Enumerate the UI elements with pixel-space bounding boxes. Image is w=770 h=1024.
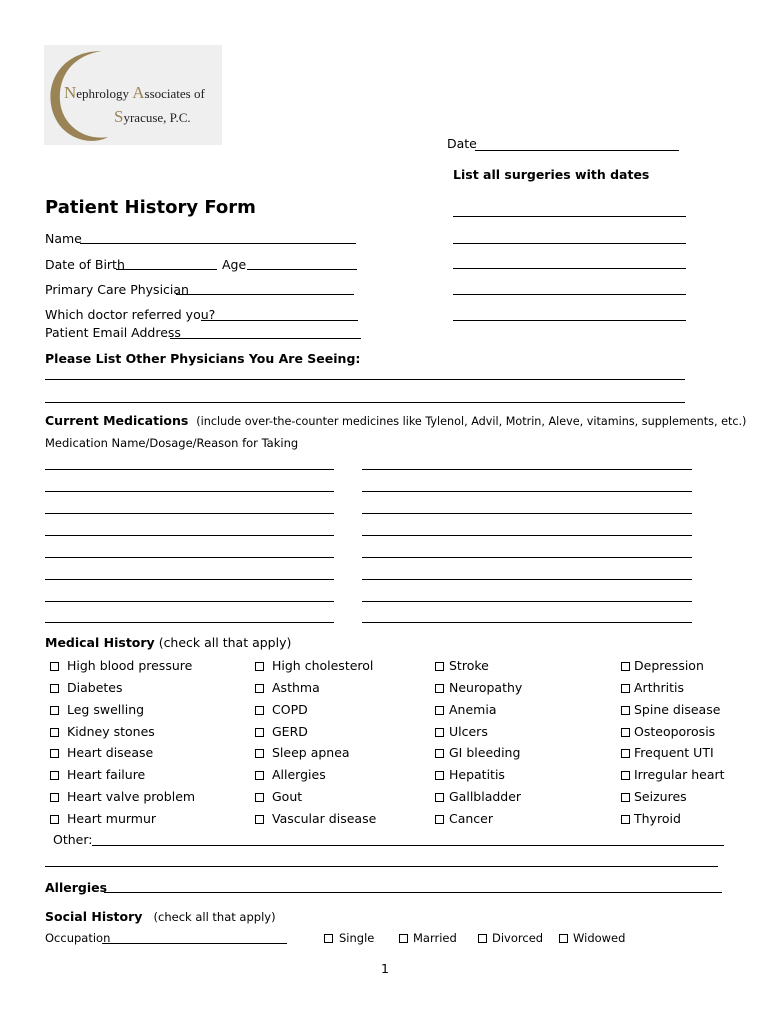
social-history-note: (check all that apply) [153, 910, 276, 924]
allergies-field[interactable] [104, 892, 722, 893]
condition-frequent-uti[interactable]: Frequent UTI [621, 745, 714, 760]
checkbox-icon[interactable] [435, 684, 444, 693]
medication-line[interactable] [362, 513, 692, 514]
medication-line[interactable] [362, 579, 692, 580]
checkbox-icon[interactable] [50, 728, 59, 737]
condition-thyroid[interactable]: Thyroid [621, 811, 681, 826]
occupation-label: Occupation [45, 931, 111, 945]
condition-depression[interactable]: Depression [621, 658, 704, 673]
other-label: Other: [53, 832, 93, 847]
checkbox-icon[interactable] [621, 706, 630, 715]
checkbox-icon[interactable] [255, 793, 264, 802]
condition-heart-disease[interactable]: Heart disease [50, 745, 153, 760]
surgery-line[interactable] [453, 320, 686, 321]
checkbox-icon[interactable] [621, 793, 630, 802]
checkbox-icon[interactable] [50, 684, 59, 693]
form-title: Patient History Form [45, 197, 256, 218]
checkbox-icon[interactable] [435, 706, 444, 715]
checkbox-icon[interactable] [435, 728, 444, 737]
physician-line[interactable] [45, 379, 685, 380]
checkbox-icon[interactable] [435, 793, 444, 802]
checkbox-icon[interactable] [621, 749, 630, 758]
medications-heading: Current Medications [45, 413, 189, 428]
condition-ulcers[interactable]: Ulcers [435, 724, 488, 739]
condition-gi-bleeding[interactable]: GI bleeding [435, 745, 520, 760]
physician-line[interactable] [45, 402, 685, 403]
checkbox-icon[interactable] [255, 728, 264, 737]
condition-heart-valve-problem[interactable]: Heart valve problem [50, 789, 195, 804]
checkbox-icon[interactable] [621, 728, 630, 737]
condition-gallbladder[interactable]: Gallbladder [435, 789, 521, 804]
surgery-line[interactable] [453, 216, 686, 217]
medications-heading-row [45, 413, 746, 428]
medications-subheading: Medication Name/Dosage/Reason for Taking [45, 436, 299, 450]
checkbox-icon[interactable] [50, 706, 59, 715]
condition-leg-swelling[interactable]: Leg swelling [50, 702, 144, 717]
surgery-line[interactable] [453, 294, 686, 295]
allergies-label: Allergies [45, 880, 108, 895]
checkbox-icon[interactable] [255, 662, 264, 671]
physicians-heading: Please List Other Physicians You Are Seeing: [45, 351, 361, 366]
name-label: Name [45, 231, 82, 246]
checkbox-icon[interactable] [621, 815, 630, 824]
condition-cancer[interactable]: Cancer [435, 811, 493, 826]
checkbox-icon[interactable] [478, 934, 487, 943]
medication-line[interactable] [45, 491, 334, 492]
email-field[interactable] [170, 338, 361, 339]
condition-spine-disease[interactable]: Spine disease [621, 702, 720, 717]
checkbox-icon[interactable] [621, 662, 630, 671]
checkbox-icon[interactable] [50, 771, 59, 780]
checkbox-icon[interactable] [255, 771, 264, 780]
checkbox-icon[interactable] [255, 706, 264, 715]
checkbox-icon[interactable] [255, 749, 264, 758]
other-field-continued[interactable] [45, 866, 718, 867]
condition-stroke[interactable]: Stroke [435, 658, 489, 673]
medication-line[interactable] [45, 622, 334, 623]
condition-heart-failure[interactable]: Heart failure [50, 767, 145, 782]
name-field[interactable] [80, 243, 356, 244]
medication-line[interactable] [45, 535, 334, 536]
checkbox-icon[interactable] [50, 815, 59, 824]
condition-vascular-disease[interactable]: Vascular disease [255, 811, 376, 826]
condition-sleep-apnea[interactable]: Sleep apnea [255, 745, 350, 760]
medication-line[interactable] [45, 579, 334, 580]
date-label: Date [447, 136, 477, 151]
medication-line[interactable] [362, 557, 692, 558]
checkbox-icon[interactable] [621, 771, 630, 780]
marital-widowed[interactable]: Widowed [559, 931, 625, 945]
medication-line[interactable] [362, 601, 692, 602]
practice-logo [44, 45, 222, 145]
other-field[interactable] [92, 845, 724, 846]
medication-line[interactable] [362, 491, 692, 492]
checkbox-icon[interactable] [255, 684, 264, 693]
age-field[interactable] [247, 269, 357, 270]
medication-line[interactable] [362, 535, 692, 536]
checkbox-icon[interactable] [50, 749, 59, 758]
logo-line-2: Syracuse, P.C. [114, 107, 191, 126]
checkbox-icon[interactable] [50, 793, 59, 802]
marital-divorced[interactable]: Divorced [478, 931, 543, 945]
condition-high-cholesterol[interactable]: High cholesterol [255, 658, 373, 673]
medication-line[interactable] [45, 601, 334, 602]
checkbox-icon[interactable] [50, 662, 59, 671]
checkbox-icon[interactable] [324, 934, 333, 943]
condition-osteoporosis[interactable]: Osteoporosis [621, 724, 715, 739]
condition-kidney-stones[interactable]: Kidney stones [50, 724, 155, 739]
condition-irregular-heart[interactable]: Irregular heart [621, 767, 725, 782]
checkbox-icon[interactable] [435, 815, 444, 824]
checkbox-icon[interactable] [435, 749, 444, 758]
pcp-label: Primary Care Physician [45, 282, 189, 297]
checkbox-icon[interactable] [399, 934, 408, 943]
checkbox-icon[interactable] [255, 815, 264, 824]
condition-seizures[interactable]: Seizures [621, 789, 687, 804]
checkbox-icon[interactable] [559, 934, 568, 943]
referral-label: Which doctor referred you? [45, 307, 216, 322]
checkbox-icon[interactable] [435, 662, 444, 671]
condition-hepatitis[interactable]: Hepatitis [435, 767, 505, 782]
social-history-heading-row [45, 906, 276, 925]
medical-history-note: (check all that apply) [158, 635, 292, 650]
logo-line-1: Nephrology Associates of [64, 83, 205, 102]
condition-copd[interactable]: COPD [255, 702, 308, 717]
medication-line[interactable] [362, 622, 692, 623]
condition-arthritis[interactable]: Arthritis [621, 680, 684, 695]
checkbox-icon[interactable] [435, 771, 444, 780]
condition-heart-murmur[interactable]: Heart murmur [50, 811, 156, 826]
condition-anemia[interactable]: Anemia [435, 702, 496, 717]
pcp-field[interactable] [176, 294, 354, 295]
dob-field[interactable] [116, 269, 217, 270]
checkbox-icon[interactable] [621, 684, 630, 693]
page-number: 1 [381, 961, 389, 976]
medical-history-heading: Medical History [45, 635, 155, 650]
condition-asthma[interactable]: Asthma [255, 680, 320, 695]
medication-line[interactable] [45, 557, 334, 558]
medication-line[interactable] [45, 513, 334, 514]
medications-note: (include over-the-counter medicines like Tylenol, Advil, Motrin, Aleve, vitamins, supplements, etc.) [196, 415, 747, 428]
medication-line[interactable] [45, 469, 334, 470]
condition-gerd[interactable]: GERD [255, 724, 308, 739]
surgeries-heading: List all surgeries with dates [453, 167, 650, 182]
surgery-line[interactable] [453, 268, 686, 269]
occupation-field[interactable] [102, 943, 287, 944]
email-label: Patient Email Address [45, 325, 181, 340]
marital-single[interactable]: Single [324, 931, 374, 945]
condition-gout[interactable]: Gout [255, 789, 302, 804]
marital-married[interactable]: Married [399, 931, 457, 945]
age-label: Age [222, 257, 247, 272]
medical-history-heading-row [45, 635, 291, 650]
medication-line[interactable] [362, 469, 692, 470]
surgery-line[interactable] [453, 243, 686, 244]
condition-neuropathy[interactable]: Neuropathy [435, 680, 522, 695]
referral-field[interactable] [201, 320, 358, 321]
social-history-heading: Social History [45, 909, 143, 924]
date-field[interactable] [475, 150, 679, 151]
condition-diabetes[interactable]: Diabetes [50, 680, 123, 695]
condition-allergies[interactable]: Allergies [255, 767, 326, 782]
condition-high-blood-pressure[interactable]: High blood pressure [50, 658, 192, 673]
dob-label: Date of Birth [45, 257, 125, 272]
